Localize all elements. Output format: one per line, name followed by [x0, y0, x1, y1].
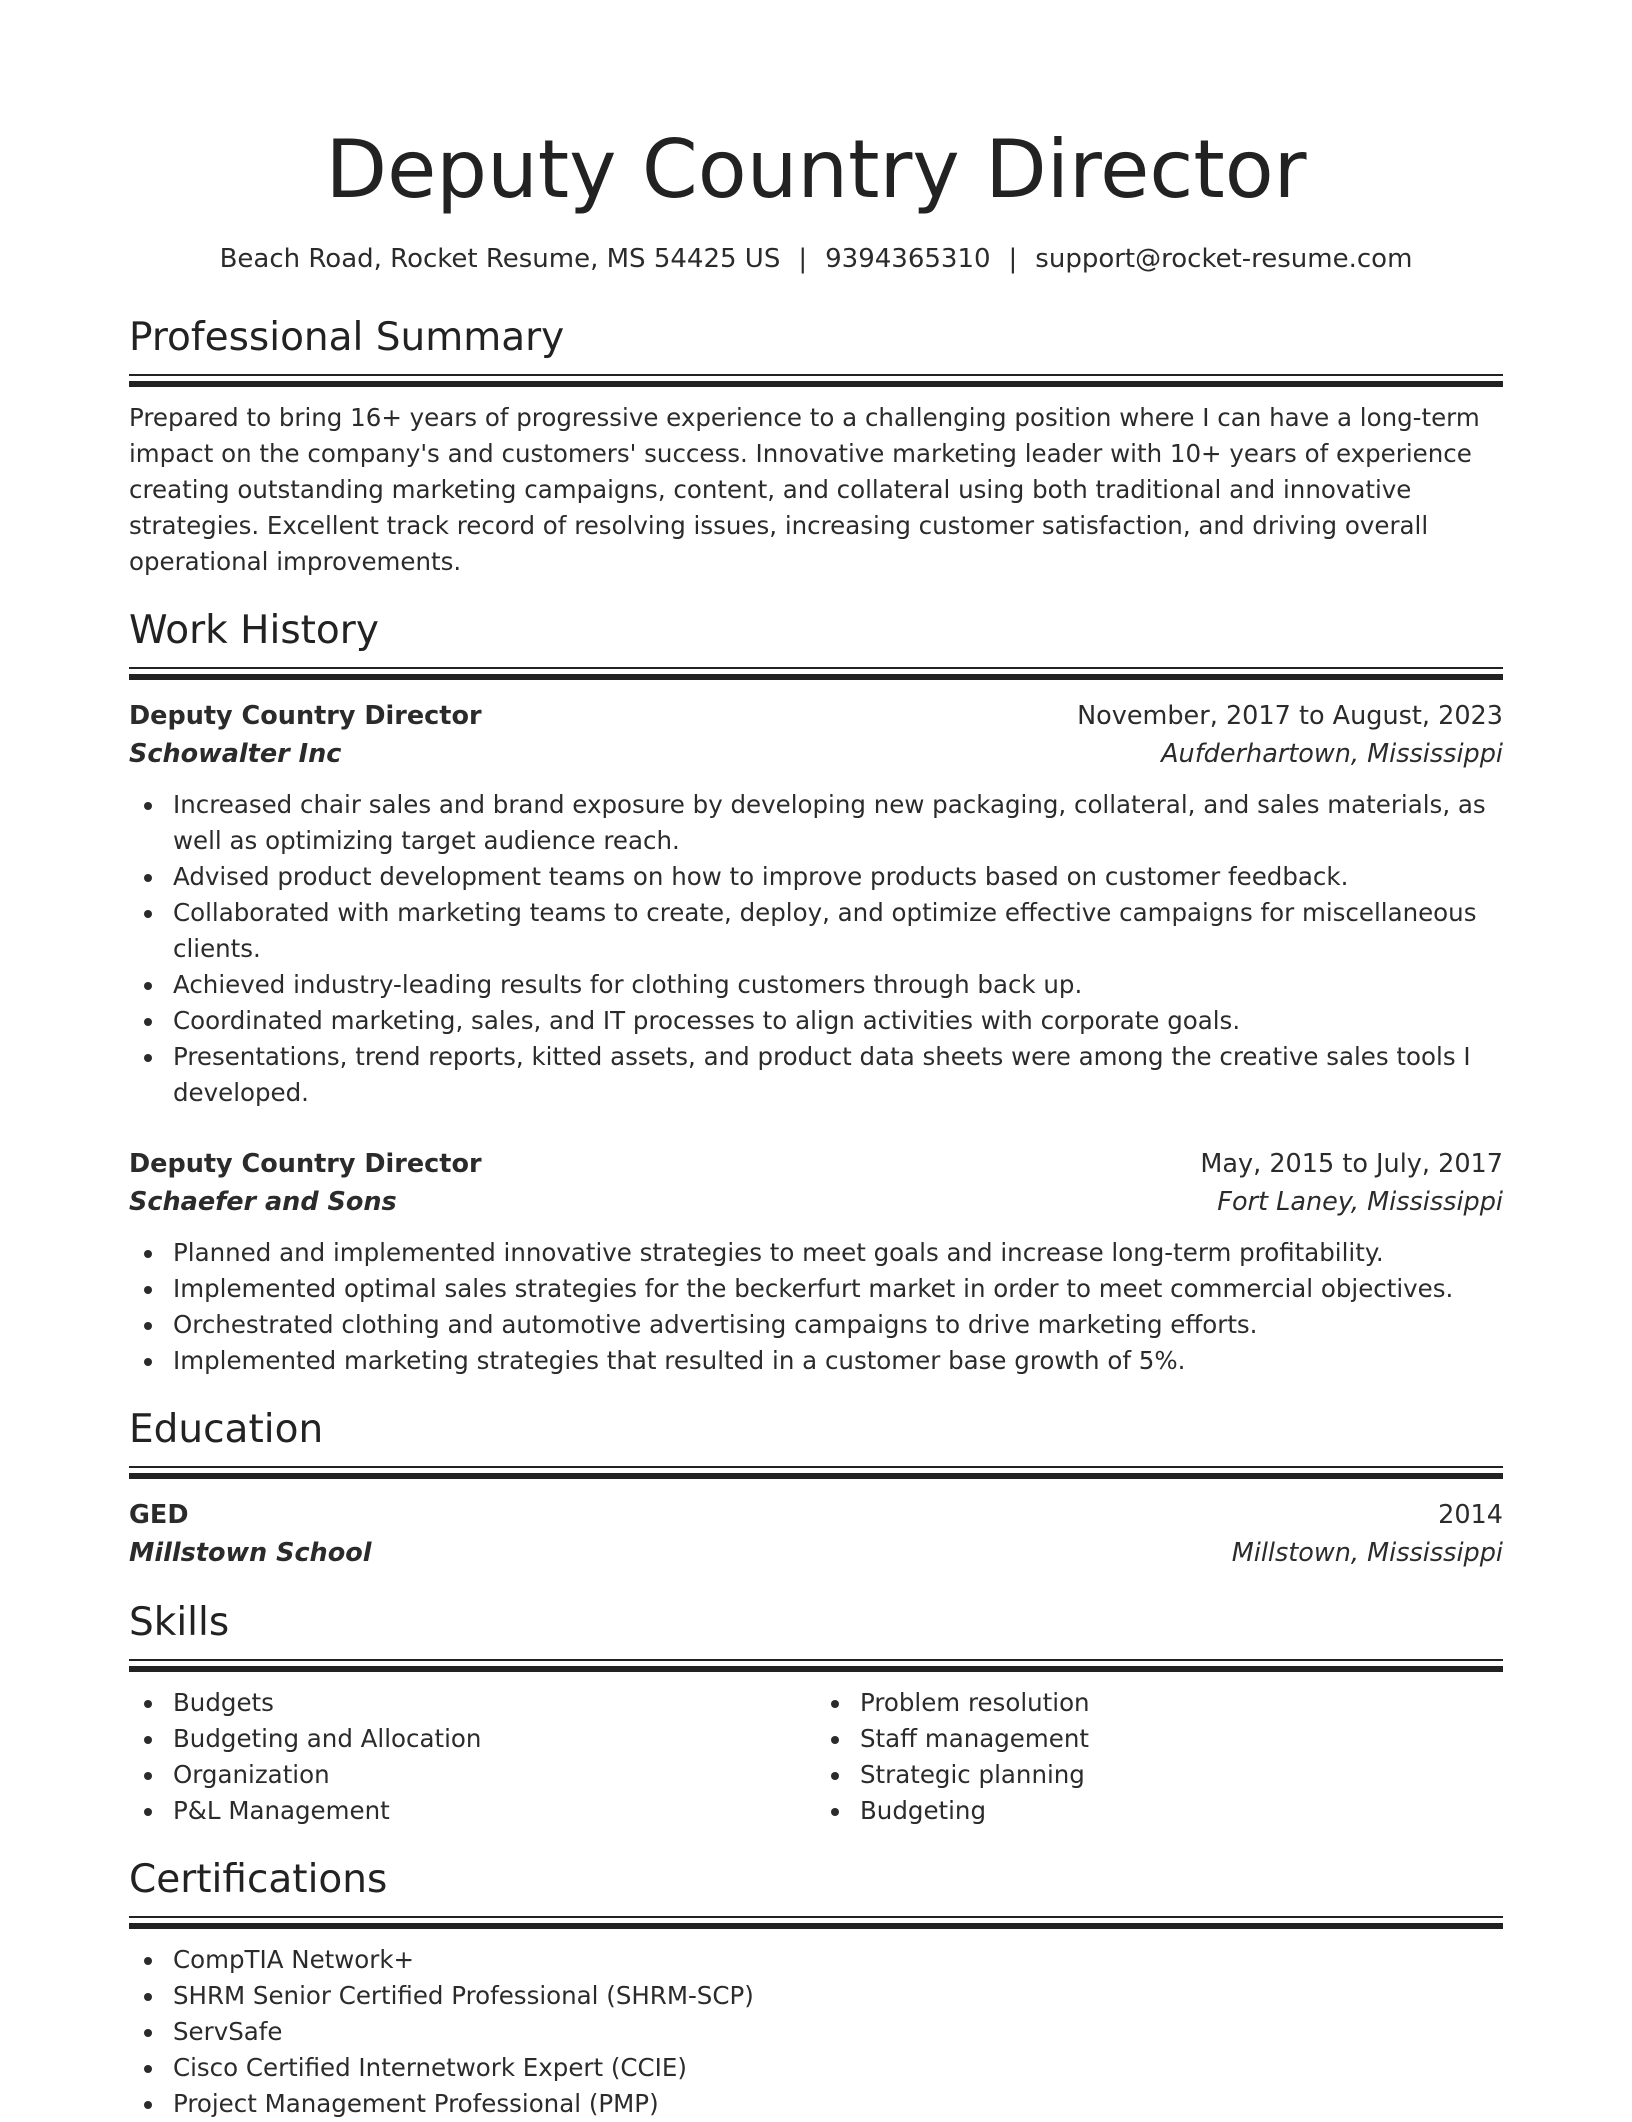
list-item: ServSafe	[129, 2014, 1503, 2050]
list-item: Orchestrated clothing and automotive advertising campaigns to drive marketing efforts.	[129, 1307, 1503, 1343]
list-item: Problem resolution	[816, 1685, 1503, 1721]
list-item: Staff management	[816, 1721, 1503, 1757]
job-bullets	[129, 1235, 1503, 1379]
contact-line	[129, 244, 1503, 275]
section-heading: Education	[129, 1406, 324, 1452]
skills-section	[129, 1599, 1503, 1829]
job-entry	[129, 697, 1503, 1111]
list-item: Collaborated with marketing teams to create, deploy, and optimize effective campaigns for miscellaneous clients.	[129, 895, 1503, 967]
section-heading: Work History	[129, 608, 379, 654]
section-heading: Professional Summary	[129, 315, 565, 361]
school-location: Millstown, Mississippi	[1231, 1537, 1503, 1568]
company-name: Schaefer and Sons	[129, 1186, 397, 1217]
separator: |	[1008, 244, 1018, 274]
list-item: Achieved industry-leading results for clothing customers through back up.	[129, 967, 1503, 1003]
address: Beach Road, Rocket Resume, MS 54425 US	[219, 244, 781, 274]
list-item: Implemented optimal sales strategies for the beckerfurt market in order to meet commercial objectives.	[129, 1271, 1503, 1307]
list-item: Planned and implemented innovative strategies to meet goals and increase long-term profitability.	[129, 1235, 1503, 1271]
section-heading: Skills	[129, 1599, 230, 1645]
separator: |	[798, 244, 808, 274]
job-dates: May, 2015 to July, 2017	[1200, 1148, 1503, 1179]
section-divider	[129, 1916, 1503, 1928]
skills-grid	[129, 1685, 1503, 1829]
list-item: Strategic planning	[816, 1757, 1503, 1793]
list-item: SHRM Senior Certified Professional (SHRM-SCP)	[129, 1978, 1503, 2014]
education-section	[129, 1406, 1503, 1572]
job-title: Deputy Country Director	[129, 1148, 482, 1179]
job-dates: November, 2017 to August, 2023	[1077, 700, 1503, 731]
list-item: Cisco Certified Internetwork Expert (CCIE)	[129, 2050, 1503, 2086]
section-divider	[129, 374, 1503, 386]
section-heading: Certifications	[129, 1856, 388, 1902]
list-item: CompTIA Network+	[129, 1942, 1503, 1978]
list-item: Budgeting and Allocation	[129, 1721, 816, 1757]
certifications-list	[129, 1942, 1503, 2122]
section-divider	[129, 667, 1503, 679]
job-location: Fort Laney, Mississippi	[1217, 1186, 1503, 1217]
list-item: Increased chair sales and brand exposure by developing new packaging, collateral, and sales materials, as well as optimizing target audience reach.	[129, 787, 1503, 859]
section-divider	[129, 1466, 1503, 1478]
job-location: Aufderhartown, Mississippi	[1161, 738, 1503, 769]
graduation-year: 2014	[1438, 1499, 1503, 1530]
summary-text: Prepared to bring 16+ years of progressive experience to a challenging position where I can have a long-term impact on the company's and customers' success. Innovative marketing leader with 10+ years of experience creating outstanding marketing campaigns, content, and collateral using both traditional and innovative strategies. Excellent track record of resolving issues, increasing customer satisfaction, and driving overall operational improvements.	[129, 403, 1480, 577]
list-item: Project Management Professional (PMP)	[129, 2086, 1503, 2122]
job-entry	[129, 1145, 1503, 1379]
list-item: Organization	[129, 1757, 816, 1793]
company-name: Schowalter Inc	[129, 738, 342, 769]
skills-column-left	[129, 1685, 816, 1829]
work-section	[129, 610, 1503, 1379]
list-item: Budgeting	[816, 1793, 1503, 1829]
summary-section	[129, 317, 1503, 580]
list-item: Coordinated marketing, sales, and IT processes to align activities with corporate goals.	[129, 1003, 1503, 1039]
list-item: Implemented marketing strategies that resulted in a customer base growth of 5%.	[129, 1343, 1503, 1379]
job-bullets	[129, 787, 1503, 1111]
resume-title: Deputy Country Director	[325, 123, 1307, 216]
list-item: Budgets	[129, 1685, 816, 1721]
school-name: Millstown School	[129, 1537, 372, 1568]
job-title: Deputy Country Director	[129, 700, 482, 731]
skills-column-right	[816, 1685, 1503, 1829]
list-item: P&L Management	[129, 1793, 816, 1829]
certifications-section	[129, 1856, 1503, 2122]
list-item: Presentations, trend reports, kitted assets, and product data sheets were among the creative sales tools I developed.	[129, 1039, 1503, 1111]
degree: GED	[129, 1499, 189, 1530]
email: support@rocket-resume.com	[1035, 244, 1413, 274]
list-item: Advised product development teams on how to improve products based on customer feedback.	[129, 859, 1503, 895]
phone: 9394365310	[825, 244, 991, 274]
education-entry	[129, 1496, 1503, 1572]
section-divider	[129, 1659, 1503, 1671]
